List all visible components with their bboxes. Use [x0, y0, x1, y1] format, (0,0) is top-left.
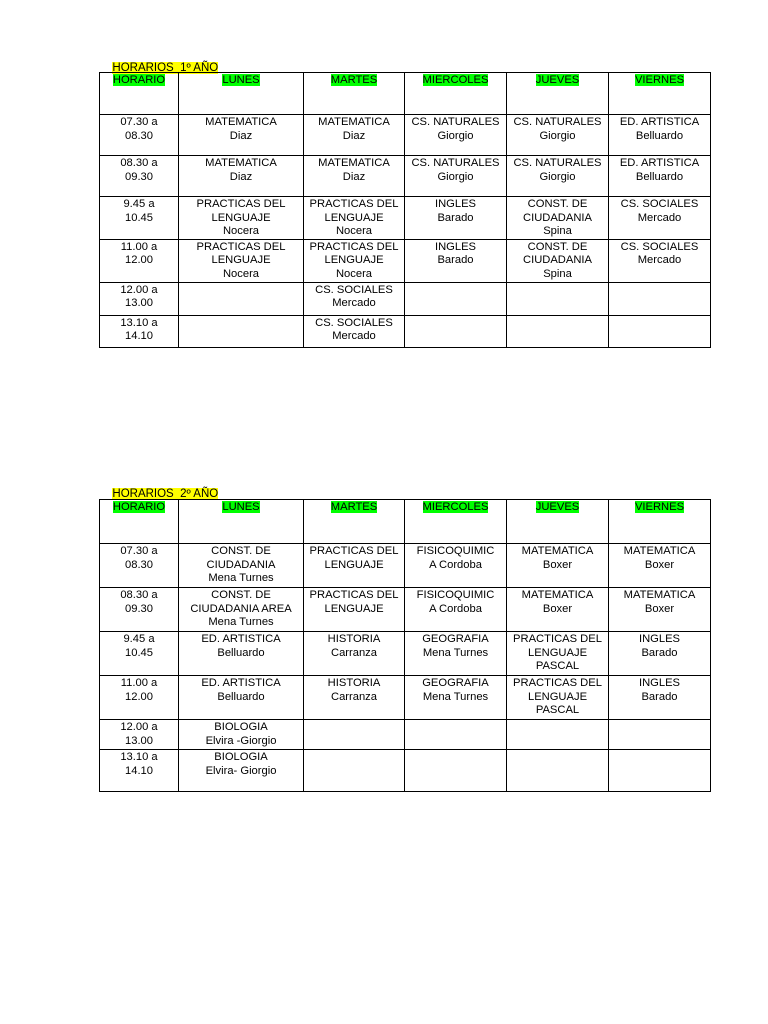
table-row [100, 676, 711, 720]
cell-text-line: CS. SOCIALES [315, 316, 393, 329]
cell-text-line: CONST. DE [211, 545, 271, 557]
cell-text-line: Mena Turnes [208, 616, 274, 629]
class-cell [179, 544, 304, 588]
class-cell [405, 315, 507, 347]
class-cell [304, 720, 405, 750]
cell-text-line: CS. NATURALES [513, 157, 602, 169]
time-slot-cell [100, 282, 179, 315]
class-cell [304, 676, 405, 720]
cell-text-line: PRACTICAS DEL [309, 545, 399, 557]
cell-text-line: LENGUAJE [324, 211, 384, 224]
cell-text-line: 9.45 a [123, 198, 155, 210]
cell-text-line: 10.45 [125, 211, 153, 224]
class-cell [179, 197, 304, 240]
class-cell [609, 676, 711, 720]
cell-text-line: CONST. DE [527, 240, 588, 253]
cell-text-line: 07.30 a [120, 545, 158, 557]
column-header-label: JUEVES [535, 74, 580, 86]
schedule-2-heading-text: HORARIOS 2º AÑO [112, 488, 219, 500]
class-cell [507, 544, 609, 588]
class-cell [507, 239, 609, 282]
cell-text-line: 13.00 [125, 734, 153, 747]
class-cell [179, 676, 304, 720]
class-cell [507, 632, 609, 676]
cell-text-line: 08.30 a [120, 589, 158, 601]
cell-text-line: Belluardo [217, 646, 265, 659]
class-cell [405, 750, 507, 792]
class-cell [405, 588, 507, 632]
class-cell [609, 315, 711, 347]
class-cell [507, 750, 609, 792]
class-cell [507, 282, 609, 315]
cell-text-line: CS. SOCIALES [620, 198, 699, 210]
cell-text-line: Giorgio [539, 170, 576, 183]
schedule-2-table [99, 499, 711, 792]
class-cell [609, 720, 711, 750]
table-row [100, 750, 711, 792]
column-header-viernes [609, 73, 711, 115]
cell-text-line: Giorgio [539, 129, 576, 142]
cell-text-line: HISTORIA [327, 677, 381, 689]
cell-text-line: Mercado [332, 297, 376, 310]
class-cell [405, 676, 507, 720]
cell-text-line: Elvira- Giorgio [205, 764, 277, 777]
class-cell [507, 315, 609, 347]
table-row [100, 156, 711, 197]
column-header-label: LUNES [222, 74, 260, 86]
class-cell [304, 588, 405, 632]
cell-text-line: Mercado [637, 211, 682, 224]
class-cell [405, 544, 507, 588]
column-header-label: MIERCOLES [422, 74, 489, 86]
cell-text-line: PASCAL [535, 660, 580, 673]
time-slot-cell [100, 544, 179, 588]
schedule-2-heading [106, 473, 218, 501]
class-cell [179, 315, 304, 347]
cell-text-line: CIUDADANIA [523, 211, 592, 224]
cell-text-line: CONST. DE [211, 589, 271, 601]
cell-text-line: Spina [543, 267, 572, 280]
cell-text-line: A Cordoba [429, 602, 482, 615]
cell-text-line: Mena Turnes [422, 690, 489, 703]
class-cell [609, 544, 711, 588]
cell-text-line: CS. SOCIALES [620, 240, 699, 253]
column-header-label: MARTES [330, 74, 378, 86]
cell-text-line: CS. NATURALES [513, 116, 602, 128]
cell-text-line: 11.00 a [120, 240, 158, 253]
schedule-1-heading-text: HORARIOS 1º AÑO [112, 62, 219, 74]
cell-text-line: PRACTICAS DEL [309, 198, 399, 210]
class-cell [179, 632, 304, 676]
class-cell [179, 720, 304, 750]
cell-text-line: MATEMATICA [623, 545, 696, 557]
class-cell [179, 239, 304, 282]
cell-text-line: 14.10 [125, 330, 153, 343]
cell-text-line: LENGUAJE [324, 602, 384, 615]
header-row [100, 73, 711, 115]
cell-text-line: Nocera [222, 225, 260, 238]
cell-text-line: Giorgio [437, 170, 474, 183]
cell-text-line: PRACTICAS DEL [513, 677, 602, 689]
time-slot-cell [100, 197, 179, 240]
cell-text-line: 12.00 a [120, 283, 158, 296]
class-cell [405, 156, 507, 197]
table-row [100, 315, 711, 347]
time-slot-cell [100, 676, 179, 720]
class-cell [304, 115, 405, 156]
cell-text-line: LENGUAJE [527, 646, 588, 659]
column-header-label: VIERNES [634, 501, 685, 513]
class-cell [609, 750, 711, 792]
cell-text-line: Barado [437, 254, 474, 267]
cell-text-line: CIUDADANIA AREA [190, 602, 292, 615]
table-row [100, 544, 711, 588]
class-cell [507, 156, 609, 197]
cell-text-line: LENGUAJE [324, 254, 384, 267]
table-row [100, 239, 711, 282]
class-cell [304, 750, 405, 792]
cell-text-line: Spina [543, 225, 572, 238]
cell-text-line: PRACTICAS DEL [309, 589, 399, 601]
class-cell [405, 632, 507, 676]
cell-text-line: PRACTICAS DEL [309, 240, 399, 253]
column-header-miercoles [405, 73, 507, 115]
class-cell [304, 239, 405, 282]
cell-text-line: Carranza [330, 646, 377, 659]
class-cell [507, 115, 609, 156]
class-cell [304, 315, 405, 347]
column-header-label: LUNES [222, 501, 260, 513]
cell-text-line: 13.10 a [120, 316, 158, 329]
cell-text-line: CIUDADANIA [206, 558, 276, 571]
header-row [100, 500, 711, 544]
cell-text-line: Barado [641, 690, 678, 703]
cell-text-line: BIOLOGIA [214, 751, 268, 763]
cell-text-line: 07.30 a [120, 116, 158, 128]
cell-text-line: 09.30 [125, 602, 153, 615]
class-cell [609, 239, 711, 282]
class-cell [304, 544, 405, 588]
class-cell [507, 676, 609, 720]
cell-text-line: Belluardo [217, 690, 265, 703]
cell-text-line: CS. NATURALES [411, 157, 500, 169]
class-cell [609, 156, 711, 197]
cell-text-line: CS. SOCIALES [315, 283, 393, 296]
class-cell [609, 632, 711, 676]
cell-text-line: Diaz [229, 129, 253, 142]
cell-text-line: INGLES [638, 633, 681, 645]
class-cell [609, 197, 711, 240]
cell-text-line: Diaz [342, 170, 366, 183]
column-header-lunes [179, 500, 304, 544]
class-cell [179, 750, 304, 792]
column-header-viernes [609, 500, 711, 544]
cell-text-line: Mena Turnes [208, 572, 274, 585]
cell-text-line: PASCAL [535, 704, 580, 717]
column-header-label: MIERCOLES [422, 501, 489, 513]
cell-text-line: 12.00 [125, 254, 153, 267]
class-cell [304, 632, 405, 676]
table-row [100, 588, 711, 632]
cell-text-line: 14.10 [125, 764, 153, 777]
cell-text-line: ED. ARTISTICA [201, 633, 281, 645]
cell-text-line: ED. ARTISTICA [201, 677, 281, 689]
cell-text-line: MATEMATICA [318, 116, 390, 128]
cell-text-line: Diaz [229, 170, 253, 183]
class-cell [304, 197, 405, 240]
table-row [100, 115, 711, 156]
class-cell [405, 282, 507, 315]
cell-text-line: Boxer [644, 602, 675, 615]
class-cell [405, 239, 507, 282]
cell-text-line: PRACTICAS DEL [196, 240, 286, 253]
cell-text-line: INGLES [434, 198, 477, 210]
class-cell [179, 282, 304, 315]
schedule-1-heading [106, 47, 218, 75]
class-cell [405, 720, 507, 750]
time-slot-cell [100, 115, 179, 156]
cell-text-line: INGLES [638, 677, 681, 689]
column-header-lunes [179, 73, 304, 115]
class-cell [405, 115, 507, 156]
cell-text-line: 08.30 [125, 129, 153, 142]
cell-text-line: 13.00 [125, 297, 153, 310]
cell-text-line: MATEMATICA [623, 589, 696, 601]
column-header-label: HORARIO [112, 501, 166, 513]
schedule-1-table [99, 72, 711, 348]
cell-text-line: HISTORIA [327, 633, 381, 645]
column-header-label: VIERNES [634, 74, 685, 86]
cell-text-line: Nocera [335, 267, 373, 280]
column-header-martes [304, 500, 405, 544]
cell-text-line: Boxer [644, 558, 675, 571]
cell-text-line: Diaz [342, 129, 366, 142]
class-cell [179, 588, 304, 632]
cell-text-line: PRACTICAS DEL [196, 198, 286, 210]
cell-text-line: FISICOQUIMIC [416, 589, 495, 601]
table-row [100, 282, 711, 315]
class-cell [609, 282, 711, 315]
cell-text-line: Mena Turnes [422, 646, 489, 659]
cell-text-line: 08.30 a [120, 157, 158, 169]
cell-text-line: CS. NATURALES [411, 116, 500, 128]
cell-text-line: Boxer [542, 602, 573, 615]
cell-text-line: Belluardo [635, 170, 684, 183]
cell-text-line: MATEMATICA [205, 116, 277, 128]
class-cell [304, 156, 405, 197]
cell-text-line: Belluardo [635, 129, 684, 142]
class-cell [179, 115, 304, 156]
cell-text-line: FISICOQUIMIC [416, 545, 495, 557]
column-header-martes [304, 73, 405, 115]
cell-text-line: LENGUAJE [527, 690, 588, 703]
column-header-label: HORARIO [112, 74, 166, 86]
cell-text-line: 9.45 a [123, 633, 155, 645]
class-cell [405, 197, 507, 240]
column-header-label: JUEVES [535, 501, 580, 513]
time-slot-cell [100, 239, 179, 282]
table-row [100, 632, 711, 676]
cell-text-line: 12.00 [125, 690, 153, 703]
time-slot-cell [100, 632, 179, 676]
cell-text-line: Barado [641, 646, 678, 659]
cell-text-line: 08.30 [125, 558, 153, 571]
table-row [100, 197, 711, 240]
column-header-label: MARTES [330, 501, 378, 513]
column-header-jueves [507, 500, 609, 544]
table-row [100, 720, 711, 750]
cell-text-line: PRACTICAS DEL [513, 633, 602, 645]
cell-text-line: 12.00 a [120, 721, 158, 733]
column-header-jueves [507, 73, 609, 115]
class-cell [507, 197, 609, 240]
class-cell [304, 282, 405, 315]
cell-text-line: CONST. DE [527, 198, 588, 210]
cell-text-line: MATEMATICA [318, 157, 390, 169]
cell-text-line: LENGUAJE [324, 558, 384, 571]
cell-text-line: LENGUAJE [211, 254, 271, 267]
cell-text-line: Nocera [222, 267, 260, 280]
cell-text-line: CIUDADANIA [523, 254, 592, 267]
time-slot-cell [100, 588, 179, 632]
class-cell [609, 588, 711, 632]
cell-text-line: Barado [437, 211, 474, 224]
time-slot-cell [100, 750, 179, 792]
cell-text-line: MATEMATICA [521, 589, 594, 601]
cell-text-line: Giorgio [437, 129, 474, 142]
class-cell [507, 588, 609, 632]
cell-text-line: INGLES [434, 240, 477, 253]
class-cell [507, 720, 609, 750]
cell-text-line: Carranza [330, 690, 377, 703]
cell-text-line: 10.45 [125, 646, 153, 659]
cell-text-line: ED. ARTISTICA [619, 116, 700, 128]
cell-text-line: MATEMATICA [521, 545, 594, 557]
cell-text-line: ED. ARTISTICA [619, 157, 700, 169]
cell-text-line: Boxer [542, 558, 573, 571]
class-cell [179, 156, 304, 197]
column-header-horario [100, 500, 179, 544]
cell-text-line: GEOGRAFIA [422, 633, 489, 645]
time-slot-cell [100, 156, 179, 197]
time-slot-cell [100, 315, 179, 347]
cell-text-line: Mercado [332, 330, 376, 343]
cell-text-line: 09.30 [125, 170, 153, 183]
cell-text-line: LENGUAJE [211, 211, 271, 224]
cell-text-line: 11.00 a [120, 677, 158, 689]
cell-text-line: BIOLOGIA [214, 721, 268, 733]
cell-text-line: Nocera [335, 225, 373, 238]
class-cell [609, 115, 711, 156]
cell-text-line: 13.10 a [120, 751, 158, 763]
column-header-horario [100, 73, 179, 115]
cell-text-line: MATEMATICA [205, 157, 277, 169]
cell-text-line: Elvira -Giorgio [205, 734, 277, 747]
time-slot-cell [100, 720, 179, 750]
column-header-miercoles [405, 500, 507, 544]
cell-text-line: A Cordoba [429, 558, 482, 571]
cell-text-line: GEOGRAFIA [422, 677, 489, 689]
cell-text-line: Mercado [637, 254, 682, 267]
